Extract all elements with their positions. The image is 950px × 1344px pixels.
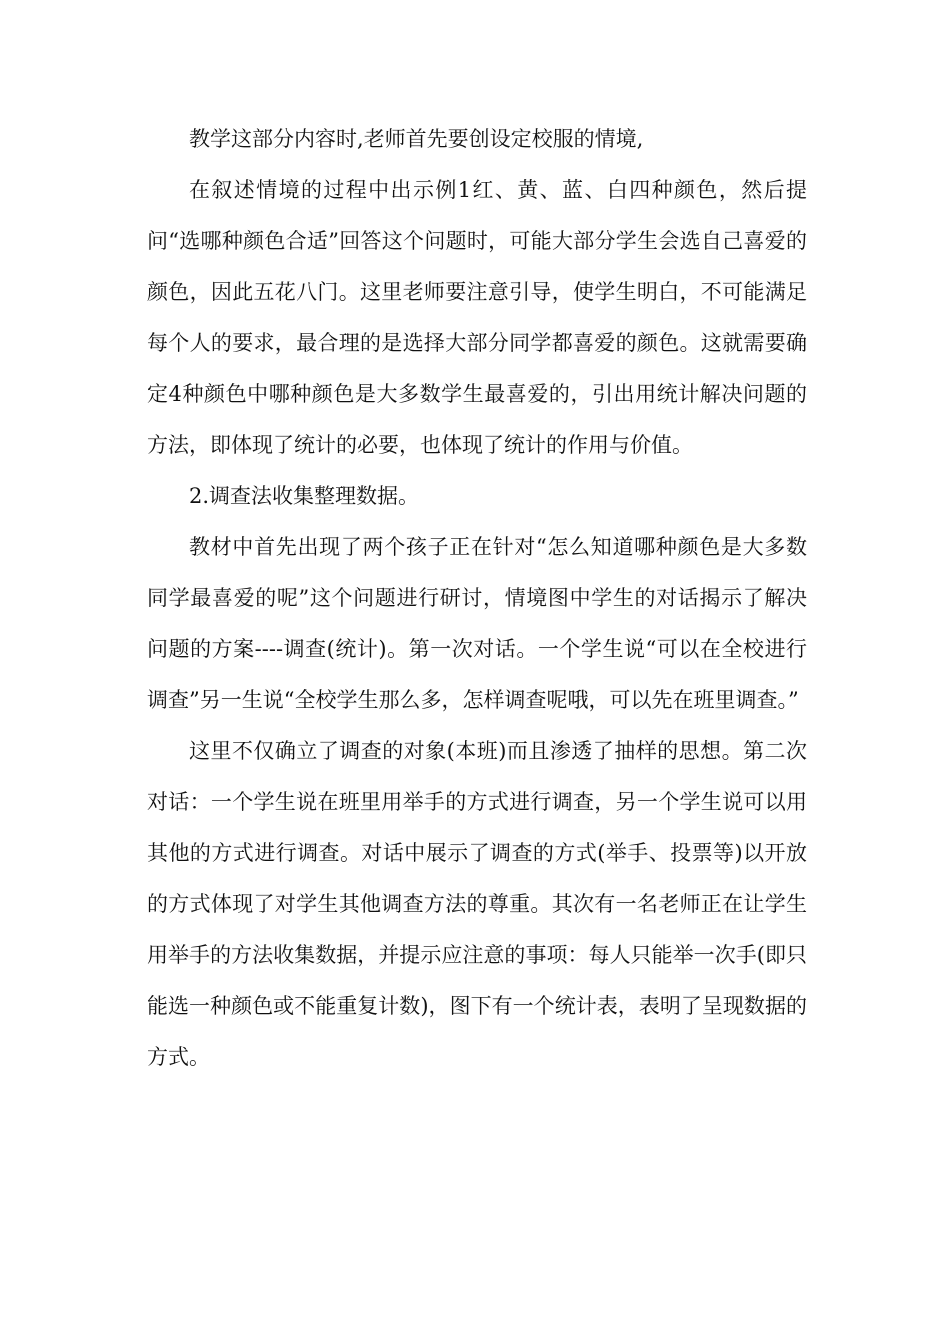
paragraph-survey-method: 这里不仅确立了调查的对象(本班)而且渗透了抽样的思想。第二次对话：一个学生说在班里用举手的方式进行调查，另一个学生说可以用其他的方式进行调查。对话中展示了调查的方式(举手、投票等)以开放的方式体现了对学生其他调查方法的尊重。其次有一名老师正在让学生用举手的方法收集数据，并提示应注意的事项：每人只能举一次手(即只能选一种颜色或不能重复计数)，图下有一个统计表，表明了呈现数据的方式。: [147, 739, 807, 1069]
paragraph-example-colors: 在叙述情境的过程中出示例1红、黄、蓝、白四种颜色，然后提问“选哪种颜色合适”回答这个问题时，可能大部分学生会选自己喜爱的颜色，因此五花八门。这里老师要注意引导，使学生明白，不可能满足每个人的要求，最合理的是选择大部分同学都喜爱的颜色。这就需要确定4种颜色中哪种颜色是大多数学生最喜爱的，引出用统计解决问题的方法，即体现了统计的必要，也体现了统计的作用与价值。: [147, 178, 807, 457]
document-body: [147, 114, 807, 1083]
paragraph-section-heading: 2.调查法收集整理数据。: [189, 484, 420, 508]
paragraph-intro: 教学这部分内容时,老师首先要创设定校服的情境,: [189, 127, 644, 151]
paragraph-textbook-dialogue: 教材中首先出现了两个孩子正在针对“怎么知道哪种颜色是大多数同学最喜爱的呢”这个问题进行研讨，情境图中学生的对话揭示了解决问题的方案----调查(统计)。第一次对话。一个学生说“可以在全校进行调查”另一生说“全校学生那么多，怎样调查呢哦，可以先在班里调查。”: [147, 535, 807, 712]
